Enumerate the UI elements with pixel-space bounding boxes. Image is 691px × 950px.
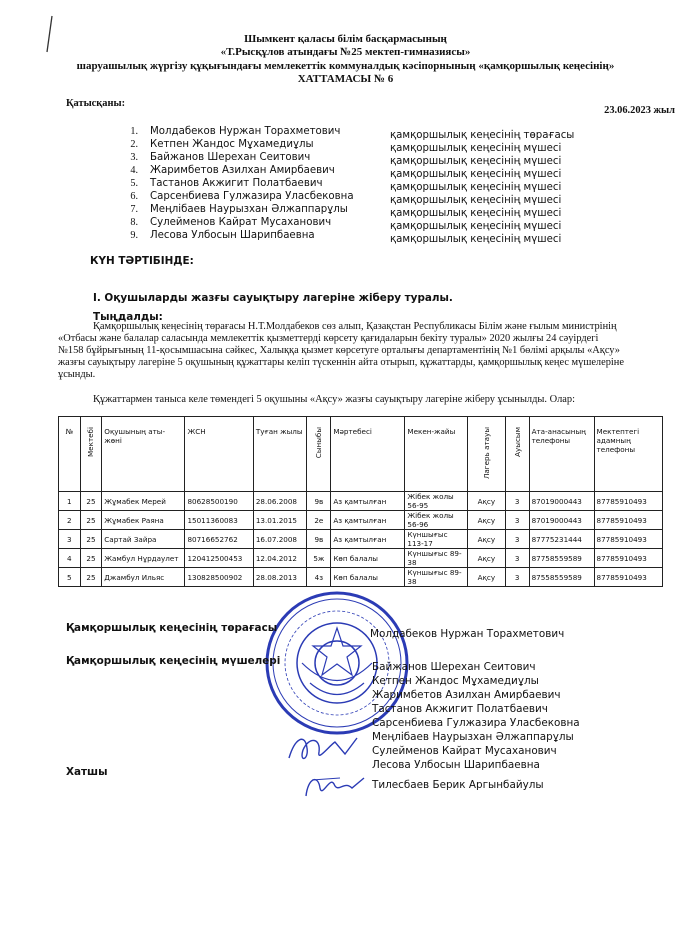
table-cell: Ақсу bbox=[468, 568, 506, 587]
table-cell: 80628500190 bbox=[185, 492, 253, 511]
table-cell: Сартай Зайра bbox=[102, 530, 185, 549]
table-cell: 87019000443 bbox=[529, 511, 594, 530]
paragraph-line-2: «Отбасы және балалар саласында мемлекеттік қызметтерді көрсету қағидаларын бекіту туралы» 2020 жылғы 24 сәуірдегі bbox=[58, 333, 599, 344]
member-signatory: Кетпен Жандос Мұхамедиұлы bbox=[372, 675, 539, 687]
table-cell: Жамбул Нұрдаулет bbox=[102, 549, 185, 568]
table-cell: 16.07.2008 bbox=[253, 530, 307, 549]
member-name: Сулейменов Кайрат Мусаханович bbox=[150, 217, 332, 228]
th-address: Мекен-жайы bbox=[405, 417, 468, 492]
table-cell: 3 bbox=[505, 530, 529, 549]
member-signatory: Лесова Улбосын Шарипбаевна bbox=[372, 759, 540, 771]
table-cell: 13.01.2015 bbox=[253, 511, 307, 530]
table-cell: 87775231444 bbox=[529, 530, 594, 549]
member-role: қамқоршылық кеңесінің мүшесі bbox=[390, 143, 562, 154]
member-role: қамқоршылық кеңесінің мүшесі bbox=[390, 182, 562, 193]
secretary-signatory: Тилесбаев Берик Аргынбайулы bbox=[372, 779, 544, 791]
table-cell: 87558559589 bbox=[529, 568, 594, 587]
table-cell: Күншығыс 113-17 bbox=[405, 530, 468, 549]
table-cell: 3 bbox=[505, 511, 529, 530]
table-cell: 25 bbox=[80, 492, 102, 511]
table-cell: 15011360083 bbox=[185, 511, 253, 530]
table-cell: 5ж bbox=[307, 549, 331, 568]
table-cell: Күншығыс 89-38 bbox=[405, 568, 468, 587]
th-parent-phone: Ата-анасының телефоны bbox=[529, 417, 594, 492]
table-cell: 87785910493 bbox=[594, 530, 662, 549]
member-role: қамқоршылық кеңесінің мүшесі bbox=[390, 221, 562, 232]
table-cell: 2е bbox=[307, 511, 331, 530]
table-cell: 130828500902 bbox=[185, 568, 253, 587]
member-name: Жаримбетов Азилхан Амирбаевич bbox=[150, 165, 335, 176]
table-cell: 87019000443 bbox=[529, 492, 594, 511]
table-cell: 87758559589 bbox=[529, 549, 594, 568]
table-cell: 28.08.2013 bbox=[253, 568, 307, 587]
table-cell: Жібек жолы 56-95 bbox=[405, 492, 468, 511]
th-num: № bbox=[59, 417, 81, 492]
table-cell: 25 bbox=[80, 511, 102, 530]
table-cell: 28.06.2008 bbox=[253, 492, 307, 511]
table-cell: 120412500453 bbox=[185, 549, 253, 568]
member-number: 6. bbox=[130, 191, 138, 202]
member-name: Кетпен Жандос Мұхамедиұлы bbox=[150, 139, 314, 150]
member-role: қамқоршылық кеңесінің төрағасы bbox=[390, 130, 575, 141]
table-cell: 87785910493 bbox=[594, 568, 662, 587]
table-cell: Көп балалы bbox=[331, 568, 405, 587]
agenda-label: КҮН ТӘРТІБІНДЕ: bbox=[90, 255, 194, 267]
member-number: 4. bbox=[130, 165, 138, 176]
member-role: қамқоршылық кеңесінің мүшесі bbox=[390, 234, 562, 245]
member-number: 5. bbox=[130, 178, 138, 189]
handwritten-signature-secretary bbox=[300, 770, 370, 804]
th-iin: ЖСН bbox=[185, 417, 253, 492]
member-role: қамқоршылық кеңесінің мүшесі bbox=[390, 195, 562, 206]
member-signatory: Сарсенбиева Гулжазира Уласбековна bbox=[372, 717, 580, 729]
table-cell: 3 bbox=[505, 492, 529, 511]
member-number: 8. bbox=[130, 217, 138, 228]
participants-label: Қатысқаны: bbox=[66, 98, 126, 109]
th-student-name: Оқушының аты-жөні bbox=[102, 417, 185, 492]
member-signatory: Байжанов Шерехан Сеитович bbox=[372, 661, 536, 673]
table-cell: Аз қамтылған bbox=[331, 492, 405, 511]
header-line-2: «Т.Рысқұлов атындағы №25 мектеп-гимназиясы» bbox=[220, 46, 471, 58]
paragraph-2: Құжаттармен таныса келе төмендегі 5 оқушыны «Ақсу» жазғы сауықтыру лагеріне жіберу ұсынылды. Олар: bbox=[93, 394, 575, 405]
table-cell: Ақсу bbox=[468, 511, 506, 530]
member-name: Тастанов Акжигит Полатбаевич bbox=[150, 178, 323, 189]
member-name: Байжанов Шерехан Сеитович bbox=[150, 152, 311, 163]
member-role: қамқоршылық кеңесінің мүшесі bbox=[390, 169, 562, 180]
th-camp: Лагерь атауы bbox=[468, 417, 506, 492]
table-cell: Жібек жолы 56-96 bbox=[405, 511, 468, 530]
handwritten-signature-members bbox=[285, 728, 365, 768]
member-name: Меңлібаев Наурызхан Әлжаппарұлы bbox=[150, 204, 348, 215]
th-shift: Ауысым bbox=[505, 417, 529, 492]
member-signatory: Тастанов Акжигит Полатбаевич bbox=[372, 703, 548, 715]
table-cell: Жұмабек Мерей bbox=[102, 492, 185, 511]
member-signatory: Меңлібаев Наурызхан Әлжаппарұлы bbox=[372, 731, 574, 743]
table-row bbox=[59, 492, 663, 511]
member-number: 9. bbox=[130, 230, 138, 241]
table-cell: 4з bbox=[307, 568, 331, 587]
document-title: ХАТТАМАСЫ № 6 bbox=[297, 73, 394, 85]
member-number: 2. bbox=[130, 139, 138, 150]
paragraph-line-4: жазғы сауықтыру лагеріне 5 оқушының құжаттары келіп түскеннін айта отырып, құжаттарды, қамқоршылық кеңес мүшелеріне bbox=[58, 357, 624, 368]
table-cell: 4 bbox=[59, 549, 81, 568]
table-cell: 3 bbox=[59, 530, 81, 549]
member-signatory: Жаримбетов Азилхан Амирбаевич bbox=[372, 689, 561, 701]
table-cell: 25 bbox=[80, 549, 102, 568]
table-cell: 87785910493 bbox=[594, 492, 662, 511]
header-line-1: Шымкент қаласы білім басқармасының bbox=[244, 33, 447, 45]
table-cell: 12.04.2012 bbox=[253, 549, 307, 568]
table-header-row bbox=[59, 417, 663, 492]
table-cell: Аз қамтылған bbox=[331, 530, 405, 549]
member-number: 7. bbox=[130, 204, 138, 215]
table-cell: 87785910493 bbox=[594, 511, 662, 530]
member-role: қамқоршылық кеңесінің мүшесі bbox=[390, 208, 562, 219]
table-cell: Күншығыс 89-38 bbox=[405, 549, 468, 568]
heard-label: Тыңдалды: bbox=[93, 311, 163, 323]
th-school: Мектебі bbox=[80, 417, 102, 492]
table-row bbox=[59, 530, 663, 549]
agenda-item: I. Оқушыларды жазғы сауықтыру лагеріне жіберу туралы. bbox=[93, 292, 453, 304]
table-cell: 87785910493 bbox=[594, 549, 662, 568]
chair-label: Қамқоршылық кеңесінің төрағасы bbox=[66, 622, 278, 634]
secretary-label: Хатшы bbox=[66, 766, 108, 778]
table-row bbox=[59, 511, 663, 530]
table-cell: 3 bbox=[505, 568, 529, 587]
paragraph-line-5: ұсынды. bbox=[58, 369, 96, 380]
table-cell: 1 bbox=[59, 492, 81, 511]
member-name: Молдабеков Нуржан Торахметович bbox=[150, 126, 341, 137]
table-cell: Көп балалы bbox=[331, 549, 405, 568]
member-signatory: Сулейменов Кайрат Мусаханович bbox=[372, 745, 557, 757]
table-cell: 25 bbox=[80, 530, 102, 549]
members-label: Қамқоршылық кеңесінің мүшелері bbox=[66, 655, 281, 667]
table-cell: 80716652762 bbox=[185, 530, 253, 549]
table-cell: Джамбул Ильяс bbox=[102, 568, 185, 587]
table-cell: Аз қамтылған bbox=[331, 511, 405, 530]
member-role: қамқоршылық кеңесінің мүшесі bbox=[390, 156, 562, 167]
member-number: 1. bbox=[130, 126, 138, 137]
th-grade: Сыныбы bbox=[307, 417, 331, 492]
paragraph-line-1: Қамқоршылық кеңесінің төрағасы Н.Т.Молдабеков сөз алып, Қазақстан Республикасы Білім және ғылым министрінің bbox=[93, 321, 617, 332]
students-table bbox=[58, 416, 663, 587]
table-cell: 9в bbox=[307, 530, 331, 549]
table-cell: Ақсу bbox=[468, 530, 506, 549]
document-date: 23.06.2023 жыл bbox=[604, 105, 675, 116]
member-name: Сарсенбиева Гулжазира Уласбековна bbox=[150, 191, 354, 202]
table-cell: 9в bbox=[307, 492, 331, 511]
table-cell: 25 bbox=[80, 568, 102, 587]
table-cell: Ақсу bbox=[468, 492, 506, 511]
th-birth-date: Туған жылы bbox=[253, 417, 307, 492]
table-cell: Ақсу bbox=[468, 549, 506, 568]
th-status: Мәртебесі bbox=[331, 417, 405, 492]
table-row bbox=[59, 568, 663, 587]
member-number: 3. bbox=[130, 152, 138, 163]
th-school-phone: Мектептегі адамның телефоны bbox=[594, 417, 662, 492]
table-cell: 3 bbox=[505, 549, 529, 568]
chair-signatory: Молдабеков Нуржан Торахметович bbox=[370, 628, 565, 640]
table-cell: Жұмабек Раяна bbox=[102, 511, 185, 530]
paragraph-line-3: №158 бұйрығының 11-қосымшасына сәйкес, Халыққа қызмет көрсетуге орталығы департаментінің №1 бөлімі арқылы «Ақсу» bbox=[58, 345, 620, 356]
member-name: Лесова Улбосын Шарипбаевна bbox=[150, 230, 315, 241]
table-row bbox=[59, 549, 663, 568]
header-line-3: шаруашылық жүргізу құқығындағы мемлекеттік коммуналдық кәсіпорнының «қамқоршылық кеңесінің» bbox=[76, 60, 615, 72]
table-cell: 2 bbox=[59, 511, 81, 530]
table-cell: 5 bbox=[59, 568, 81, 587]
